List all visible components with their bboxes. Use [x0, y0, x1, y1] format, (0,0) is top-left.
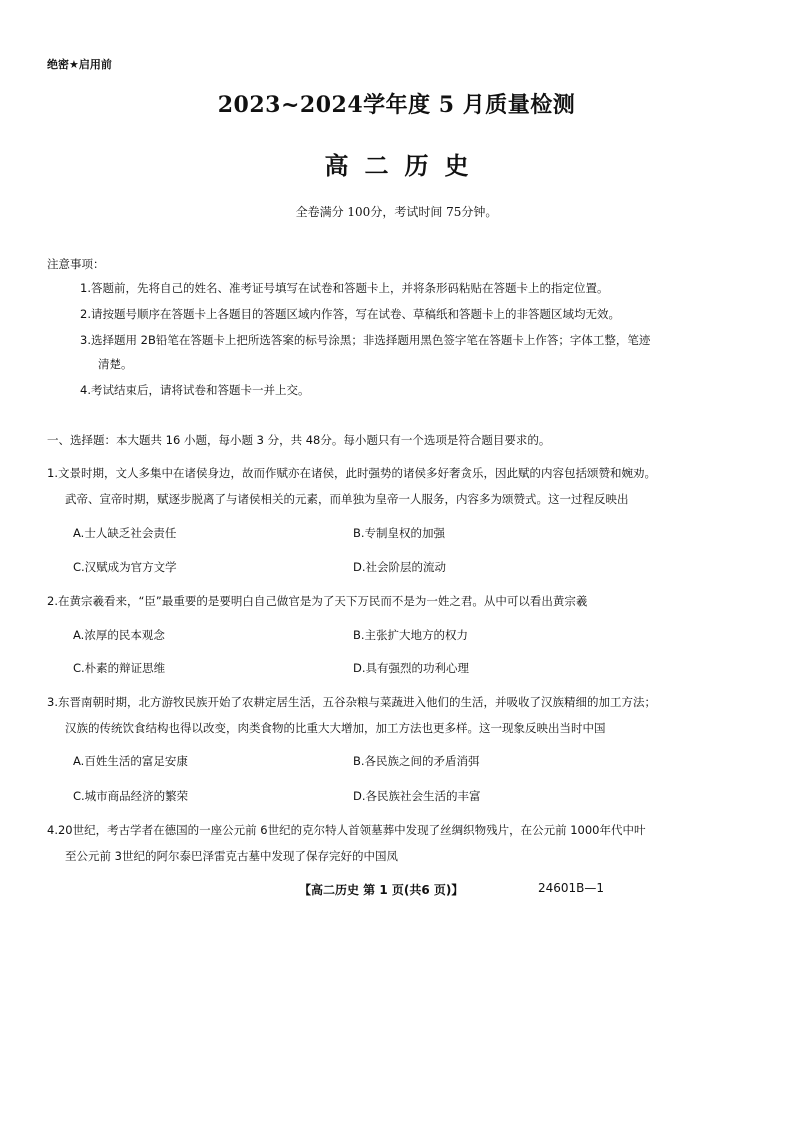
paper-code: 24601B—1	[538, 881, 605, 895]
question-1-option-c: C.汉赋成为官方文学	[73, 560, 177, 574]
notice-item: 3.选择题用 2B铅笔在答题卡上把所选答案的标号涂黑；非选择题用黑色签字笔在答题卡上作答；字体工整，笔迹	[80, 333, 651, 347]
question-2-option-b: B.主张扩大地方的权力	[353, 628, 469, 642]
score-info: 全卷满分 100分，考试时间 75分钟。	[295, 205, 498, 219]
question-4-stem: 4.20世纪，考古学者在德国的一座公元前 6世纪的克尔特人首领墓葬中发现了丝绸织物残片，在公元前 1000年代中叶	[47, 823, 646, 837]
question-3-option-d: D.各民族社会生活的丰富	[353, 789, 481, 803]
question-4-stem-cont: 至公元前 3世纪的阿尔泰巴泽雷克古墓中发现了保存完好的中国凤	[65, 849, 398, 863]
question-2-option-c: C.朴素的辩证思维	[73, 661, 166, 675]
question-2-stem: 2.在黄宗羲看来，“臣”最重要的是要明白自己做官是为了天下万民而不是为一姓之君。从中可以看出黄宗羲	[47, 594, 588, 608]
question-3-option-b: B.各民族之间的矛盾消弭	[353, 754, 480, 768]
notice-heading: 注意事项：	[47, 257, 105, 271]
question-3-stem-cont: 汉族的传统饮食结构也得以改变，肉类食物的比重大大增加，加工方法也更多样。这一现象反映出当时中国	[65, 721, 606, 735]
question-1-option-a: A.士人缺乏社会责任	[73, 526, 177, 540]
notice-item-continuation: 清楚。	[98, 357, 133, 371]
question-3-stem: 3.东晋南朝时期，北方游牧民族开始了农耕定居生活，五谷杂粮与菜蔬进入他们的生活，并吸收了汉族精细的加工方法；	[47, 695, 656, 709]
notice-item: 4.考试结束后，请将试卷和答题卡一并上交。	[80, 383, 310, 397]
subject-title: 高二历史	[324, 151, 485, 180]
question-1-stem: 1.文景时期，文人多集中在诸侯身边，故而作赋亦在诸侯，此时强势的诸侯多好奢贪乐，因此赋的内容包括颂赞和婉劝。	[47, 466, 656, 480]
question-1-option-b: B.专制皇权的加强	[353, 526, 446, 540]
page-number-label: 【高二历史 第 1 页(共6 页)】	[299, 883, 464, 897]
notice-item: 1.答题前，先将自己的姓名、准考证号填写在试卷和答题卡上，并将条形码粘贴在答题卡上的指定位置。	[80, 281, 609, 295]
section-heading: 一、选择题：本大题共 16 小题，每小题 3 分，共 48分。每小题只有一个选项是符合题目要求的。	[47, 433, 551, 447]
confidential-mark: 绝密★启用前	[47, 58, 112, 71]
question-1-stem-cont: 武帝、宣帝时期，赋逐步脱离了与诸侯相关的元素，而单独为皇帝一人服务，内容多为颂赞式。这一过程反映出	[65, 492, 629, 506]
question-3-option-a: A.百姓生活的富足安康	[73, 754, 188, 768]
question-3-option-c: C.城市商品经济的繁荣	[73, 789, 189, 803]
question-2-option-d: D.具有强烈的功利心理	[353, 661, 470, 675]
exam-title: 2023~2024学年度 5 月质量检测	[217, 92, 576, 118]
question-1-option-d: D.社会阶层的流动	[353, 560, 447, 574]
question-2-option-a: A.浓厚的民本观念	[73, 628, 165, 642]
notice-item: 2.请按题号顺序在答题卡上各题目的答题区域内作答，写在试卷、草稿纸和答题卡上的非答题区域均无效。	[80, 307, 620, 321]
